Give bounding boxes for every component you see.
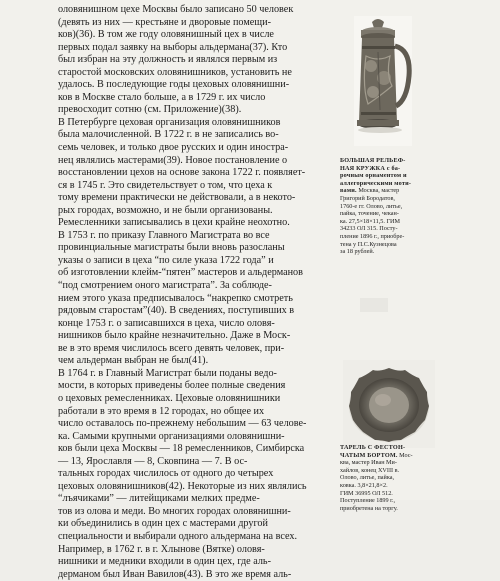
- plate-image: [343, 360, 435, 448]
- tankard-caption-details: Москва, мастер Григорий Бородатов, 1760-е гг. Олово, литье, пайка, точение, чекан- ка. 27,5×18×11,5. ГИМ 34233 ОЛ 315. Посту- пление 1896 г., приобре- тена у П.С.Кузнецова за 18 рублей.: [340, 187, 405, 256]
- body-paragraph: оловянишном цехе Москвы было записано 50 человек (девять из них — крестьяне и дворовые помещи- ков)(36). В том же году оловянишный цех в числе первых подал заявку на выборы альдермана(37). Кто был избран на эту должность и являлся первым из старостой московских оловянишников, установить не удалось. В последующие годы цеховых оловянишни- ков в Москве стало больше, а в 1729 г. их число превосходит сотню (см. Приложение)(38).: [58, 4, 294, 116]
- tankard-photo: [354, 16, 412, 146]
- main-text-column: [58, 4, 328, 581]
- body-paragraph: В Петербурге цеховая организация оловянишников была малочисленной. В 1722 г. в не записались во- семь человек, и только двое русских и один иностра- нец являлись мастерами(39). Новое постановление о восстановлении цехов на основе закона 1722 г. появляет- ся в 1745 г. Это свидетельствует о том, что цеха к тому времени практически не действовали, а в некото- рых городах, возможно, и не были организованы. Ремесленники записывались в цехи крайне неохотно.: [58, 116, 306, 229]
- body-paragraph: В 1753 г. по приказу Главного Магистрата во все провинциальные магистраты были вновь разосланы указы о записи в цеха “по силе указа 1722 года” и об изготовлении клейм-“пятен” мастеров и альдерманов “под смотрением оного магистрата”. За соблюде- нием этого указа предписывалось “накрепко смотреть рядовым старостам”(40). В сведениях, поступивших в конце 1753 г. о записавшихся в цеха, число оловя- нишников было крайне незначительно. Даже в Моск- ве в это время числилось всего девять человек, при- чем альдерман выбран не был(41).: [58, 229, 303, 367]
- plate-caption-details: Мос- ква, мастер Иван Ми- хайлов, конец XVIII в. Олово, литье, пайка, ковка. 3,8×21,8×2. ГИМ 36995 ОЛ 512. Поступление 1899 г., приобретена на торгу.: [340, 451, 413, 512]
- faint-mark: [360, 298, 388, 312]
- plate-caption-title: ТАРЕЛЬ С ФЕСТОН- ЧАТЫМ БОРТОМ.: [340, 444, 406, 459]
- tankard-caption-title: БОЛЬШАЯ РЕЛЬЕФ- НАЯ КРУЖКА с ба- рочным орнаментом и аллегорическими моти- вами.: [340, 157, 412, 195]
- body-paragraph: В 1764 г. в Главный Магистрат были поданы ведо- мости, в которых приведены более полные сведения о цеховых ремесленниках. Цеховые оловянишники работали в это время в 12 городах, но общее их число оставалось по-прежнему небольшим — 63 челове- ка. Самыми крупными организациями оловянишни- ков были цеха Москвы — 18 ремесленников, Симбирска — 13, Ярославля — 8, Сковпина — 7. В ос- тальных городах числилось от одного до четырех цеховых оловянишников(42). Некоторые из них являлись “лъячиками” — литейщиками мелких предме- тов из олова и меди. Во многих городах оловянишни- ки объединились в один цех с мастерами другой специальности и выбирали одного альдермана на всех. Например, в 1762 г. в г. Хлынове (Вятке) оловя- нишники и медники входили в один цех, где аль- дерманом был Иван Вавилов(43). В это же время аль-: [58, 367, 307, 580]
- tankard-caption: [340, 157, 420, 256]
- plate-photo: [343, 360, 435, 448]
- plate-caption: [340, 444, 420, 512]
- tankard-image: [354, 16, 412, 146]
